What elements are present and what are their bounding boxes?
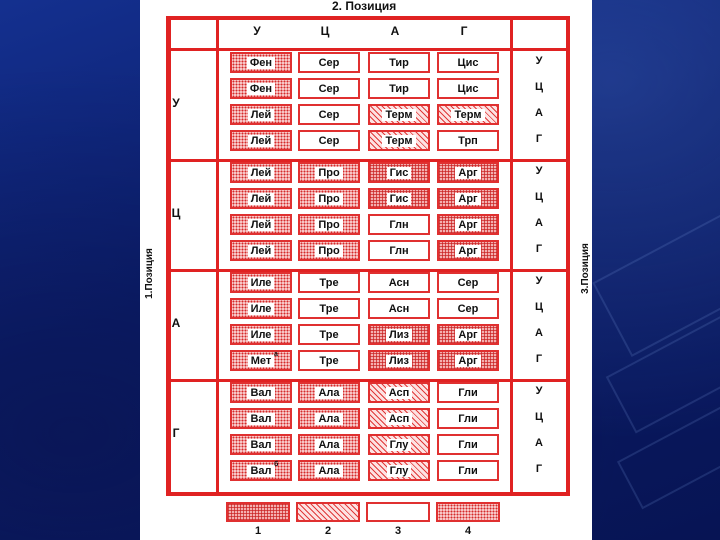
second-position-base: Г (460, 24, 468, 38)
amino-acid-label: Арг (455, 355, 480, 367)
codon-cell (437, 298, 499, 319)
amino-acid-label: Лей (248, 167, 275, 179)
codon-cell (368, 52, 430, 73)
amino-acid-label: Гис (387, 193, 412, 205)
codon-cell (368, 162, 430, 183)
codon-cell (230, 240, 292, 261)
third-position-base: Г (535, 243, 543, 255)
codon-cell (437, 350, 499, 371)
amino-acid-label: Цис (455, 83, 482, 95)
codon-cell (437, 460, 499, 481)
amino-acid-label: Про (315, 245, 342, 257)
amino-acid-label: Ала (315, 465, 342, 477)
codon-cell (230, 188, 292, 209)
superscript-marker: б (274, 461, 279, 468)
amino-acid-label: Асн (386, 303, 413, 315)
amino-acid-label: Тир (386, 83, 412, 95)
legend-swatch (366, 502, 430, 522)
amino-acid-label: Ала (315, 413, 342, 425)
codon-cell (298, 272, 360, 293)
codon-cell (298, 298, 360, 319)
codon-cell (368, 130, 430, 151)
amino-acid-label: Гли (455, 439, 480, 451)
codon-cell (298, 104, 360, 125)
codon-cell (230, 130, 292, 151)
codon-cell (230, 214, 292, 235)
diagram-title: 2. Позиция (332, 0, 397, 13)
third-position-base: Ц (534, 301, 544, 313)
amino-acid-label: Вал (247, 465, 274, 477)
codon-cell (230, 272, 292, 293)
amino-acid-label: Терм (382, 135, 415, 147)
grid-line (166, 18, 171, 496)
legend-swatch (436, 502, 500, 522)
first-position-base: Ц (171, 206, 181, 220)
grid-line (166, 48, 570, 51)
first-position-base: А (171, 316, 181, 330)
codon-cell (437, 382, 499, 403)
amino-acid-label: Лей (248, 219, 275, 231)
third-position-base: Ц (534, 191, 544, 203)
third-position-base: У (535, 55, 543, 67)
codon-cell (298, 214, 360, 235)
amino-acid-label: Фен (247, 83, 275, 95)
amino-acid-label: Лей (248, 193, 275, 205)
codon-cell (368, 188, 430, 209)
amino-acid-label: Глу (387, 465, 412, 477)
codon-cell (437, 272, 499, 293)
amino-acid-label: Цис (455, 57, 482, 69)
amino-acid-label: Гли (455, 387, 480, 399)
amino-acid-label: Тре (316, 277, 341, 289)
grid-line (216, 18, 219, 496)
codon-cell (368, 408, 430, 429)
codon-cell (298, 188, 360, 209)
third-position-base: У (535, 275, 543, 287)
amino-acid-label: Мет (248, 355, 275, 367)
codon-cell (298, 382, 360, 403)
amino-acid-label: Тир (386, 57, 412, 69)
slide (140, 0, 592, 540)
codon-cell (368, 298, 430, 319)
axis-right-label: 3.Позиция (579, 243, 591, 294)
second-position-base: Ц (320, 24, 330, 38)
grid-line (166, 16, 570, 20)
superscript-marker: а (274, 351, 278, 358)
amino-acid-label: Сер (316, 135, 343, 147)
codon-cell (230, 162, 292, 183)
amino-acid-label: Сер (316, 109, 343, 121)
amino-acid-label: Про (315, 193, 342, 205)
axis-left-label: 1.Позиция (143, 248, 155, 299)
codon-cell (368, 240, 430, 261)
codon-cell (437, 188, 499, 209)
codon-cell (230, 382, 292, 403)
codon-cell (437, 52, 499, 73)
codon-cell (368, 350, 430, 371)
amino-acid-label: Трп (455, 135, 481, 147)
amino-acid-label: Арг (455, 329, 480, 341)
amino-acid-label: Сер (316, 83, 343, 95)
codon-cell (230, 460, 292, 481)
amino-acid-label: Тре (316, 329, 341, 341)
codon-cell (368, 104, 430, 125)
codon-cell (437, 408, 499, 429)
amino-acid-label: Лей (248, 135, 275, 147)
amino-acid-label: Асп (386, 413, 413, 425)
codon-cell (298, 52, 360, 73)
codon-cell (368, 214, 430, 235)
amino-acid-label: Сер (455, 277, 482, 289)
second-position-base: А (390, 24, 400, 38)
codon-cell (230, 408, 292, 429)
amino-acid-label: Арг (455, 193, 480, 205)
codon-cell (437, 324, 499, 345)
amino-acid-label: Вал (247, 413, 274, 425)
codon-cell (230, 350, 292, 371)
amino-acid-label: Ала (315, 439, 342, 451)
codon-cell (230, 298, 292, 319)
codon-cell (230, 52, 292, 73)
amino-acid-label: Гли (455, 413, 480, 425)
codon-cell (298, 324, 360, 345)
legend-label: 2 (324, 525, 332, 537)
codon-cell (368, 434, 430, 455)
codon-cell (368, 78, 430, 99)
codon-cell (437, 104, 499, 125)
amino-acid-label: Тре (316, 355, 341, 367)
codon-cell (437, 78, 499, 99)
codon-cell (437, 130, 499, 151)
amino-acid-label: Лиз (386, 355, 412, 367)
amino-acid-label: Глн (386, 245, 411, 257)
amino-acid-label: Лей (248, 245, 275, 257)
amino-acid-label: Иле (248, 277, 275, 289)
amino-acid-label: Ала (315, 387, 342, 399)
codon-cell (230, 324, 292, 345)
codon-cell (298, 434, 360, 455)
amino-acid-label: Фен (247, 57, 275, 69)
codon-cell (230, 434, 292, 455)
third-position-base: А (535, 107, 543, 119)
codon-cell (368, 272, 430, 293)
amino-acid-label: Сер (455, 303, 482, 315)
amino-acid-label: Вал (247, 439, 274, 451)
third-position-base: У (535, 385, 543, 397)
amino-acid-label: Арг (455, 167, 480, 179)
codon-cell (298, 350, 360, 371)
amino-acid-label: Глн (386, 219, 411, 231)
first-position-base: Г (172, 426, 180, 440)
codon-cell (368, 460, 430, 481)
third-position-base: У (535, 165, 543, 177)
amino-acid-label: Гли (455, 465, 480, 477)
second-position-base: У (253, 24, 261, 38)
amino-acid-label: Глу (387, 439, 412, 451)
codon-cell (298, 78, 360, 99)
amino-acid-label: Арг (455, 245, 480, 257)
codon-cell (230, 104, 292, 125)
third-position-base: Г (535, 353, 543, 365)
codon-cell (368, 324, 430, 345)
codon-cell (437, 214, 499, 235)
legend-label: 1 (254, 525, 262, 537)
third-position-base: А (535, 217, 543, 229)
third-position-base: Ц (534, 411, 544, 423)
first-position-base: У (172, 96, 180, 110)
legend-label: 3 (394, 525, 402, 537)
legend-swatch (226, 502, 290, 522)
amino-acid-label: Гис (387, 167, 412, 179)
codon-cell (298, 240, 360, 261)
third-position-base: А (535, 437, 543, 449)
amino-acid-label: Тре (316, 303, 341, 315)
amino-acid-label: Иле (248, 329, 275, 341)
amino-acid-label: Вал (247, 387, 274, 399)
amino-acid-label: Про (315, 167, 342, 179)
amino-acid-label: Лей (248, 109, 275, 121)
amino-acid-label: Сер (316, 57, 343, 69)
amino-acid-label: Терм (451, 109, 484, 121)
legend-swatch (296, 502, 360, 522)
amino-acid-label: Терм (382, 109, 415, 121)
third-position-base: Г (535, 463, 543, 475)
third-position-base: Г (535, 133, 543, 145)
third-position-base: А (535, 327, 543, 339)
codon-cell (298, 460, 360, 481)
grid-line (510, 18, 513, 496)
codon-cell (298, 130, 360, 151)
codon-cell (298, 162, 360, 183)
amino-acid-label: Асп (386, 387, 413, 399)
legend-label: 4 (464, 525, 472, 537)
amino-acid-label: Лиз (386, 329, 412, 341)
codon-cell (437, 434, 499, 455)
codon-cell (437, 162, 499, 183)
amino-acid-label: Арг (455, 219, 480, 231)
grid-line (566, 18, 570, 496)
grid-line (166, 492, 570, 496)
codon-cell (230, 78, 292, 99)
codon-cell (437, 240, 499, 261)
amino-acid-label: Асн (386, 277, 413, 289)
codon-cell (368, 382, 430, 403)
codon-cell (298, 408, 360, 429)
amino-acid-label: Про (315, 219, 342, 231)
amino-acid-label: Иле (248, 303, 275, 315)
third-position-base: Ц (534, 81, 544, 93)
